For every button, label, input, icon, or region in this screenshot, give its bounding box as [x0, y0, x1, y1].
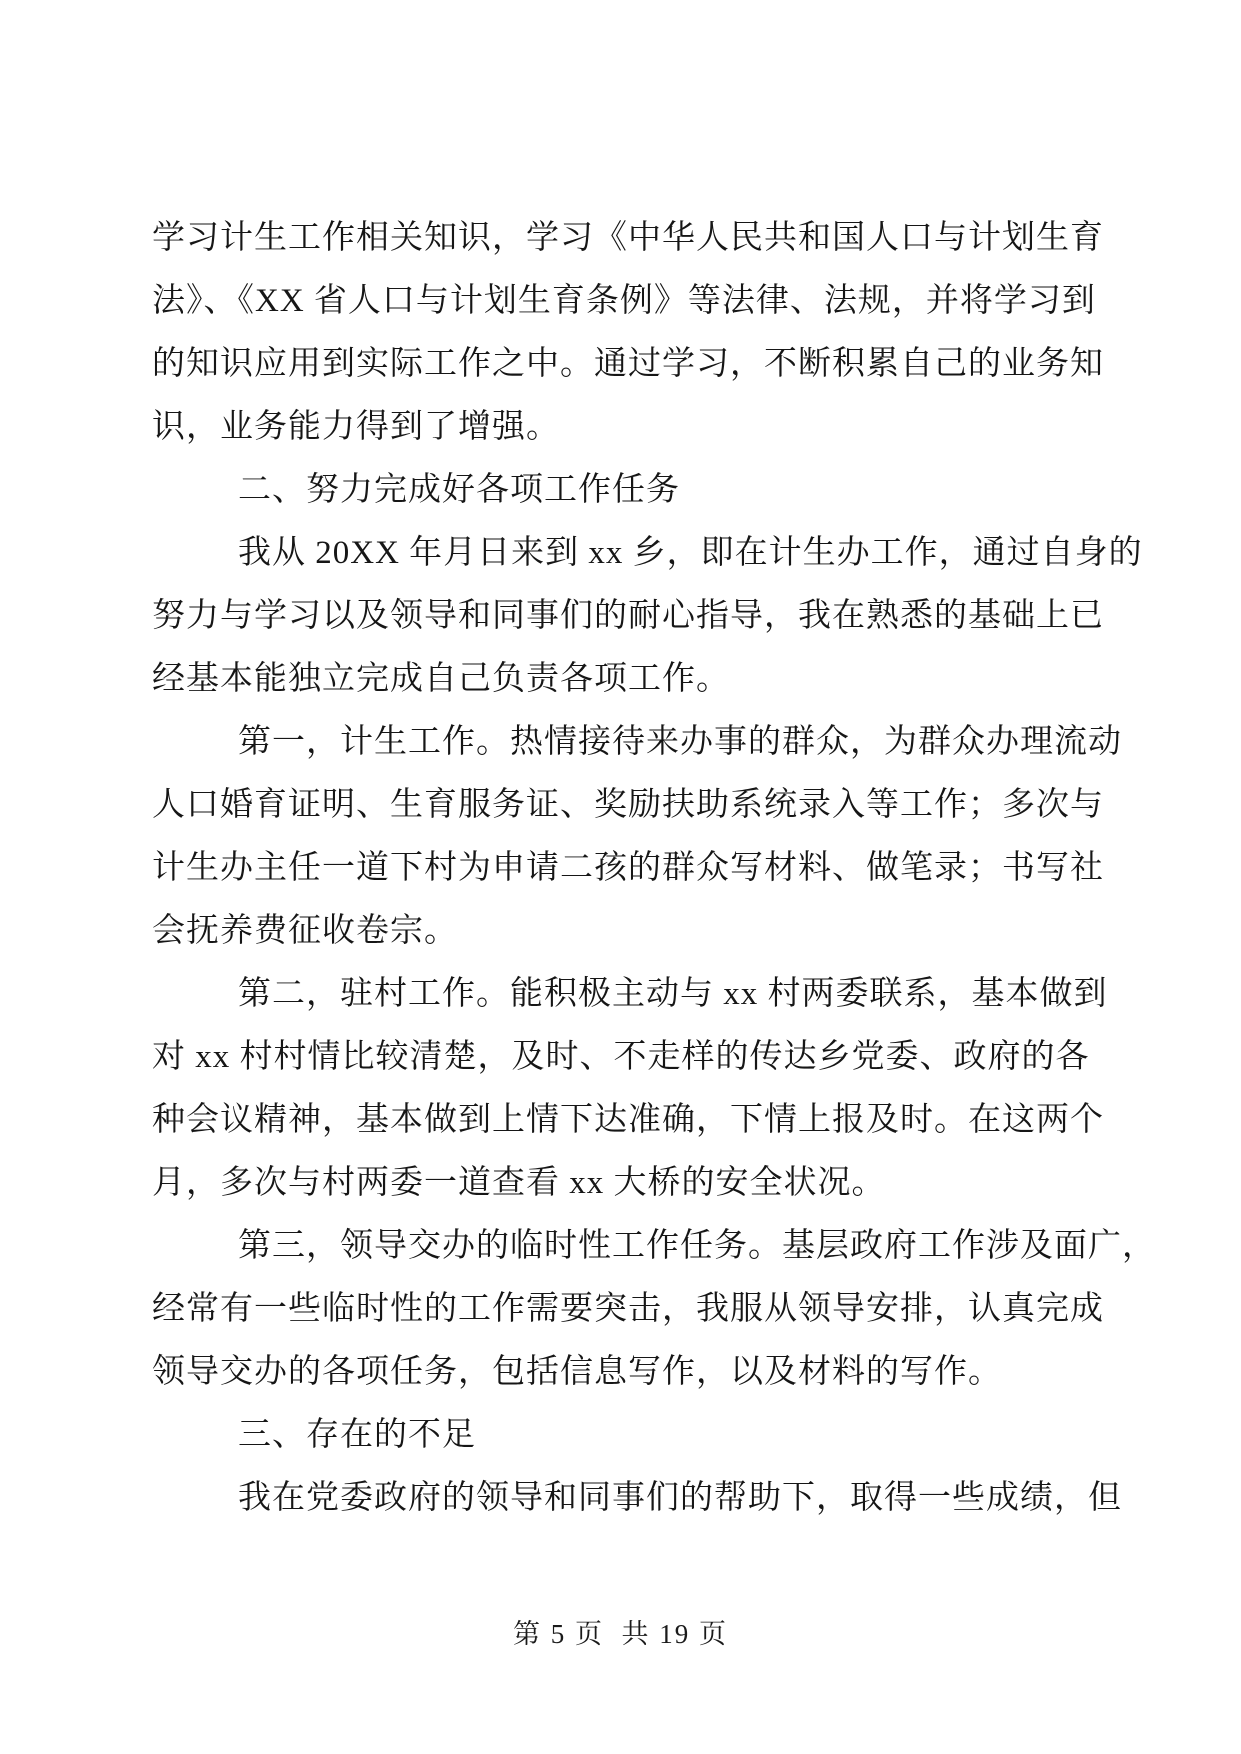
- text-line: 领导交办的各项任务，包括信息写作，以及材料的写作。: [152, 1354, 1002, 1390]
- text-line: 的知识应用到实际工作之中。通过学习，不断积累自己的业务知: [152, 346, 1104, 382]
- text-line: 经常有一些临时性的工作需要突击，我服从领导安排，认真完成: [152, 1291, 1104, 1327]
- text-line: 人口婚育证明、生育服务证、奖励扶助系统录入等工作；多次与: [152, 787, 1104, 823]
- text-line: 会抚养费征收卷宗。: [152, 913, 458, 949]
- text-line: 种会议精神，基本做到上情下达准确，下情上报及时。在这两个: [152, 1102, 1104, 1138]
- text-line: 我在党委政府的领导和同事们的帮助下，取得一些成绩，但: [238, 1480, 1122, 1516]
- text-line: 计生办主任一道下村为申请二孩的群众写材料、做笔录；书写社: [152, 850, 1104, 886]
- text-line: 我从 20XX 年月日来到 xx 乡，即在计生办工作，通过自身的: [238, 535, 1143, 571]
- text-line: 识，业务能力得到了增强。: [152, 409, 560, 445]
- text-line: 法》、《XX 省人口与计划生育条例》等法律、法规，并将学习到: [152, 283, 1096, 319]
- text-line: 第三，领导交办的临时性工作任务。基层政府工作涉及面广，: [238, 1228, 1156, 1264]
- text-line: 对 xx 村村情比较清楚，及时、不走样的传达乡党委、政府的各: [152, 1039, 1090, 1075]
- text-line: 学习计生工作相关知识，学习《中华人民共和国人口与计划生育: [152, 220, 1104, 256]
- text-line: 努力与学习以及领导和同事们的耐心指导，我在熟悉的基础上已: [152, 598, 1104, 634]
- page-footer: 第 5 页 共 19 页: [513, 1619, 728, 1649]
- text-line: 第一，计生工作。热情接待来办事的群众，为群众办理流动: [238, 724, 1122, 760]
- text-line: 三、存在的不足: [238, 1417, 476, 1453]
- text-line: 经基本能独立完成自己负责各项工作。: [152, 661, 730, 697]
- text-line: 二、努力完成好各项工作任务: [238, 472, 680, 508]
- text-line: 第二，驻村工作。能积极主动与 xx 村两委联系，基本做到: [238, 976, 1108, 1012]
- text-line: 月，多次与村两委一道查看 xx 大桥的安全状况。: [152, 1165, 886, 1201]
- text-lines: [152, 207, 1156, 1530]
